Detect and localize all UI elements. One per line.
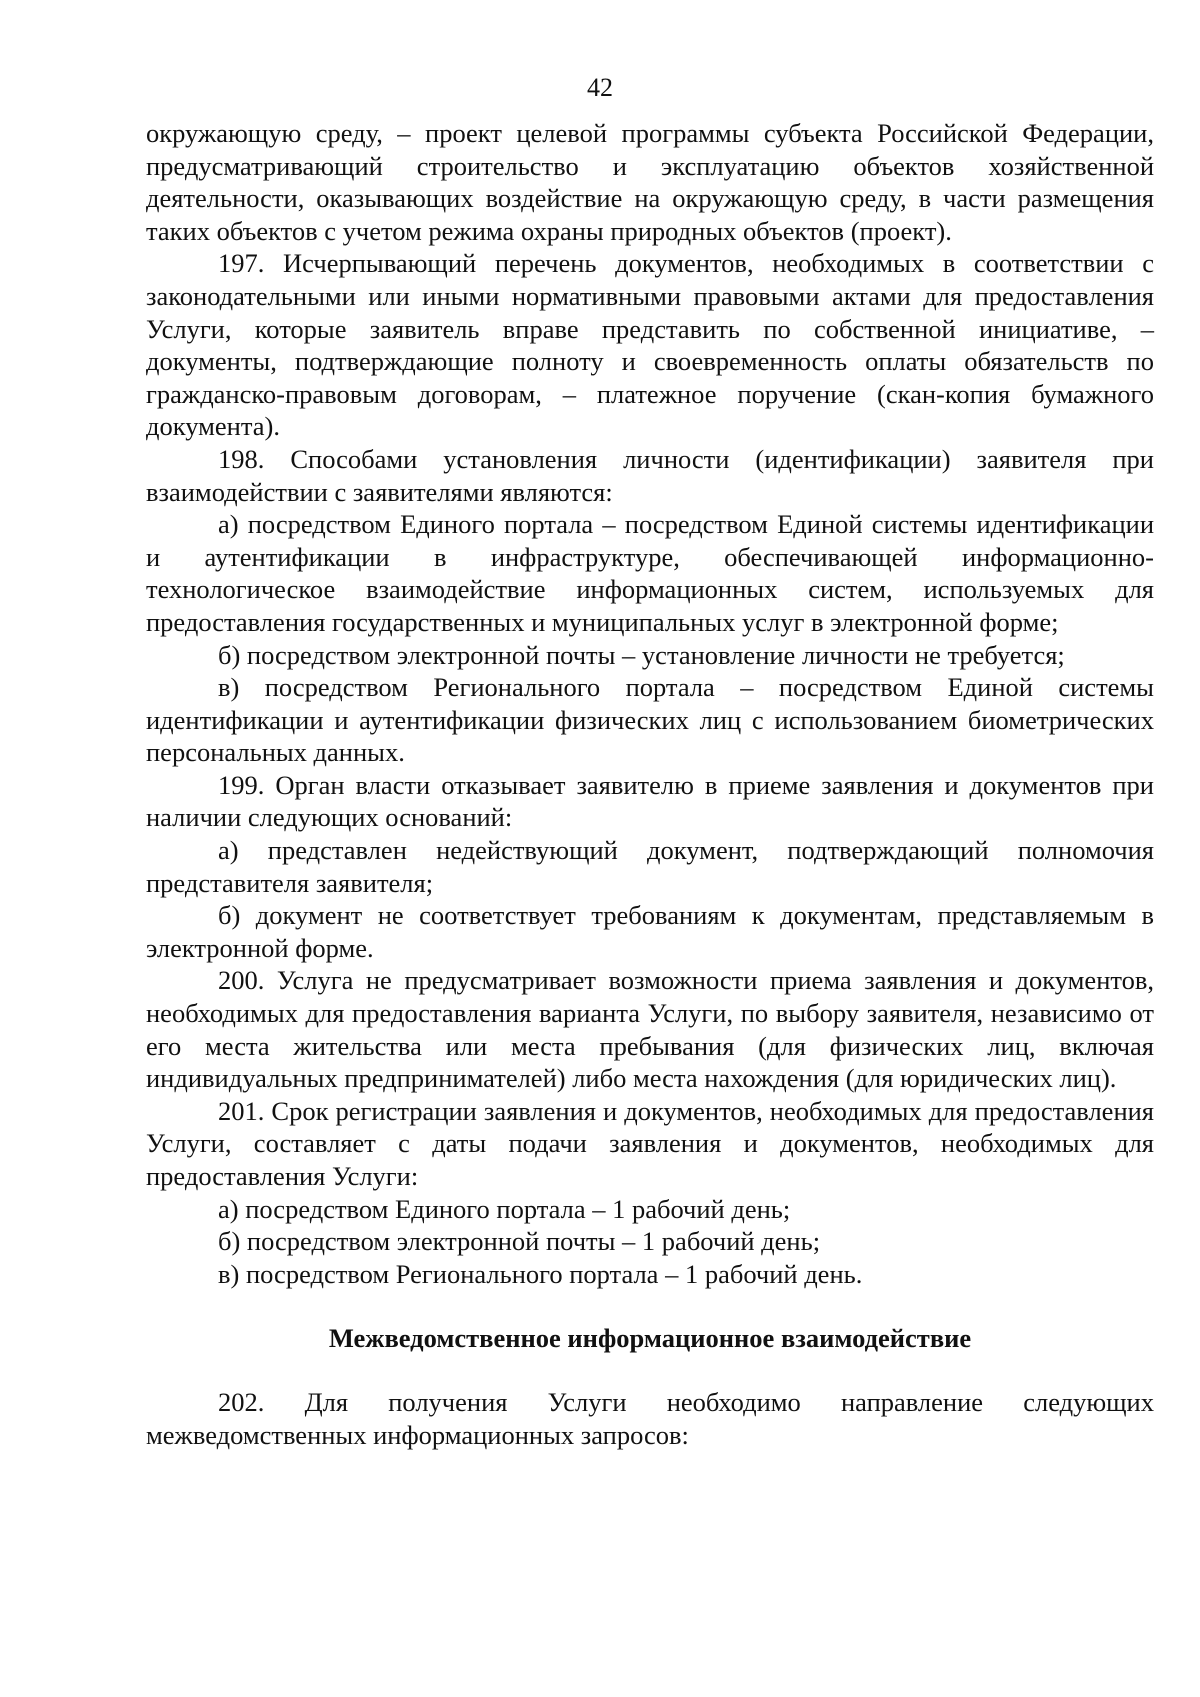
paragraphs-before	[146, 117, 1154, 1290]
paragraph: 199. Орган власти отказывает заявителю в приеме заявления и документов при наличии следующих оснований:	[146, 769, 1154, 833]
paragraph: 201. Срок регистрации заявления и документов, необходимых для предоставления Услуги, составляет с даты подачи заявления и документов, необходимых для предоставления Услуги:	[146, 1095, 1154, 1191]
paragraph: а) посредством Единого портала – посредством Единой системы идентификации и аутентификации в инфраструктуре, обеспечивающей информационно-технологическое взаимодействие информационных систем, используемых для предоставления государственных и муниципальных услуг в электронной форме;	[146, 509, 1154, 637]
paragraph: 197. Исчерпывающий перечень документов, необходимых в соответствии с законодательными или иными нормативными правовыми актами для предоставления Услуги, которые заявитель вправе представить по собственной инициативе, – документы, подтверждающие полноту и своевременность оплаты обязательств по гражданско-правовым договорам, – платежное поручение (скан-копия бумажного документа).	[146, 248, 1154, 442]
paragraph: 198. Способами установления личности (идентификации) заявителя при взаимодействии с заявителями являются:	[146, 443, 1154, 507]
paragraph: в) посредством Регионального портала – 1 рабочий день.	[218, 1258, 863, 1289]
paragraph: в) посредством Регионального портала – посредством Единой системы идентификации и аутентификации физических лиц с использованием биометрических персональных данных.	[146, 672, 1154, 768]
paragraph: б) посредством электронной почты – установление личности не требуется;	[218, 639, 1065, 670]
paragraph: а) представлен недействующий документ, подтверждающий полномочия представителя заявителя;	[146, 835, 1154, 898]
paragraph: 200. Услуга не предусматривает возможности приема заявления и документов, необходимых для предоставления варианта Услуги, по выбору заявителя, независимо от его места жительства или места пребывания (для физических лиц, включая индивидуальных предпринимателей) либо места нахождения (для юридических лиц).	[146, 965, 1154, 1094]
paragraph: б) посредством электронной почты – 1 рабочий день;	[218, 1226, 821, 1257]
paragraph: б) документ не соответствует требованиям к документам, представляемым в электронной форме.	[146, 900, 1154, 963]
document-body	[146, 117, 1154, 1451]
paragraph: окружающую среду, – проект целевой программы субъекта Российской Федерации, предусматривающий строительство и эксплуатацию объектов хозяйственной деятельности, оказывающих воздействие на окружающую среду, в части размещения таких объектов с учетом режима охраны природных объектов (проект).	[146, 118, 1154, 246]
paragraphs-after	[146, 1386, 1154, 1451]
section-heading: Межведомственное информационное взаимодействие	[328, 1323, 972, 1354]
paragraph: 202. Для получения Услуги необходимо направление следующих межведомственных информационных запросов:	[146, 1386, 1154, 1450]
page-number: 42	[587, 73, 613, 102]
paragraph: а) посредством Единого портала – 1 рабочий день;	[218, 1193, 791, 1224]
